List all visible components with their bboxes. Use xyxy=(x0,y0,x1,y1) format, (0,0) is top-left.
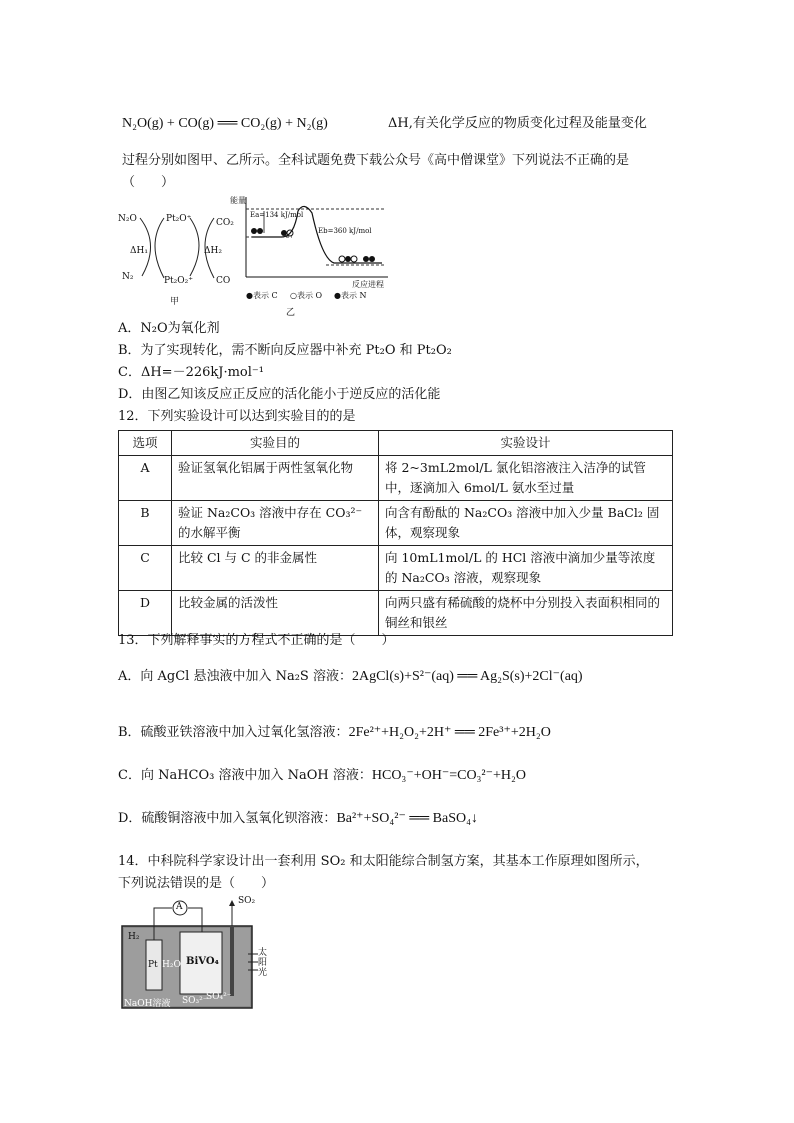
cell-figure-diagram xyxy=(120,896,270,1010)
label-pt2o-plus: Pt₂O⁺ xyxy=(166,214,192,224)
label-dh2: ΔH₂ xyxy=(204,246,222,256)
so3-label: SO₃²⁻ xyxy=(182,996,208,1006)
row-design: 向含有酚酞的 Na₂CO₃ 溶液中加入少量 BaCl₂ 固体，观察现象 xyxy=(379,501,673,546)
label-co2: CO₂ xyxy=(216,218,234,228)
yi-x-axis-label: 反应进程 xyxy=(352,280,384,289)
q13-option-d xyxy=(118,810,478,828)
row-goal: 比较金属的活泼性 xyxy=(172,591,379,636)
label-co: CO xyxy=(216,276,231,286)
row-goal: 比较 Cl 与 C 的非金属性 xyxy=(172,546,379,591)
table-row xyxy=(119,501,673,546)
q11-option-d: D．由图乙知该反应正反应的活化能小于逆反应的活化能 xyxy=(118,387,441,402)
yi-legend-c: ●表示 C xyxy=(246,291,278,300)
row-option: B xyxy=(119,501,172,546)
figure-jia xyxy=(118,196,238,306)
label-dh1: ΔH₁ xyxy=(130,246,148,256)
bivo4-label: BiVO₄ xyxy=(186,956,219,967)
yi-legend-n: ●表示 N xyxy=(334,291,367,300)
q11-option-a: A．N₂O为氧化剂 xyxy=(118,321,220,336)
q13-option-b-equation: 2Fe²⁺+H₂O₂+2H⁺ ══ 2Fe³⁺+2H₂O xyxy=(348,725,551,740)
intro-equation: N₂O(g) + CO(g) ══ CO₂(g) + N₂(g) xyxy=(122,116,328,131)
figure-yi-diagram xyxy=(242,193,392,293)
figure-jia-caption: 甲 xyxy=(170,297,180,307)
row-option: D xyxy=(119,591,172,636)
table-row xyxy=(119,546,673,591)
q12-table xyxy=(118,430,673,636)
sun-label: 太阳光 xyxy=(258,948,268,978)
label-n2: N₂ xyxy=(122,272,134,282)
intro-line1-rest: ΔH,有关化学反应的物质变化过程及能量变化 xyxy=(388,116,647,131)
q13-stem: 13．下列解释事实的方程式不正确的是（ ） xyxy=(118,633,395,648)
naoh-label: NaOH溶液 xyxy=(124,999,171,1009)
q13-option-a-label: A．向 AgCl 悬浊液中加入 Na₂S 溶液： xyxy=(118,669,352,684)
q13-option-a xyxy=(118,668,583,686)
intro-line2: 过程分别如图甲、乙所示。全科试题免费下载公众号《高中僧课堂》下列说法不正确的是 xyxy=(122,153,630,168)
header-goal: 实验目的 xyxy=(172,431,379,456)
table-header-row xyxy=(119,431,673,456)
header-design: 实验设计 xyxy=(379,431,673,456)
yi-y-axis-label: 能量 xyxy=(230,196,246,205)
row-design: 向 10mL1mol/L 的 HCl 溶液中滴加少量等浓度的 Na₂CO₃ 溶液，观察现象 xyxy=(379,546,673,591)
q14-line1: 14．中科院科学家设计出一套利用 SO₂ 和太阳能综合制氢方案，其基本工作原理如图所示， xyxy=(118,854,649,869)
row-goal: 验证 Na₂CO₃ 溶液中存在 CO₃²⁻ 的水解平衡 xyxy=(172,501,379,546)
pt-label: Pt xyxy=(148,960,158,970)
row-design: 向两只盛有稀硫酸的烧杯中分别投入表面积相同的铜丝和银丝 xyxy=(379,591,673,636)
table-row xyxy=(119,456,673,501)
header-option: 选项 xyxy=(119,431,172,456)
q12-stem: 12．下列实验设计可以达到实验目的的是 xyxy=(118,409,356,424)
q13-option-c xyxy=(118,767,526,785)
q11-option-b: B．为了实现转化，需不断向反应器中补充 Pt₂O 和 Pt₂O₂ xyxy=(118,343,452,358)
row-goal: 验证氢氧化铝属于两性氢氧化物 xyxy=(172,456,379,501)
q13-option-b-label: B．硫酸亚铁溶液中加入过氧化氢溶液： xyxy=(118,725,349,740)
row-option: A xyxy=(119,456,172,501)
figure-yi xyxy=(230,193,392,318)
q14-line2: 下列说法错误的是（ ） xyxy=(118,876,275,891)
h2-label: H₂ xyxy=(128,932,140,942)
q11-option-c: C．ΔH=－226kJ·mol⁻¹ xyxy=(118,365,264,380)
row-option: C xyxy=(119,546,172,591)
q13-option-c-equation: HCO₃⁻+OH⁻=CO₃²⁻+H₂O xyxy=(371,768,527,783)
label-n2o: N₂O xyxy=(118,214,137,224)
label-pt2o2-plus: Pt₂O₂⁺ xyxy=(164,276,194,286)
yi-eb-label: Eb=360 kJ/mol xyxy=(318,227,372,235)
yi-legend-o: ○表示 O xyxy=(290,291,323,300)
row-design: 将 2~3mL2mol/L 氯化铝溶液注入洁净的试管中，逐滴加入 6mol/L 氨水至过量 xyxy=(379,456,673,501)
q13-option-a-equation: 2AgCl(s)+S²⁻(aq) ══ Ag₂S(s)+2Cl⁻(aq) xyxy=(351,669,583,684)
q13-option-d-equation: Ba²⁺+SO₄²⁻ ══ BaSO₄↓ xyxy=(336,811,479,826)
ammeter-label: A xyxy=(176,902,183,912)
so4-label: SO₄²⁻ xyxy=(206,992,232,1002)
table-row xyxy=(119,591,673,636)
q13-option-d-label: D．硫酸铜溶液中加入氢氧化钡溶液： xyxy=(118,811,337,826)
q13-option-b xyxy=(118,724,551,742)
figure-yi-caption: 乙 xyxy=(286,308,296,318)
q13-option-c-label: C．向 NaHCO₃ 溶液中加入 NaOH 溶液： xyxy=(118,768,372,783)
question-paren: （ ） xyxy=(122,175,175,190)
cell-figure xyxy=(120,896,270,1010)
yi-ea-label: Ea=134 kJ/mol xyxy=(250,211,304,219)
h2o-label: H₂O xyxy=(162,960,181,970)
so2-label: SO₂ xyxy=(238,896,256,906)
